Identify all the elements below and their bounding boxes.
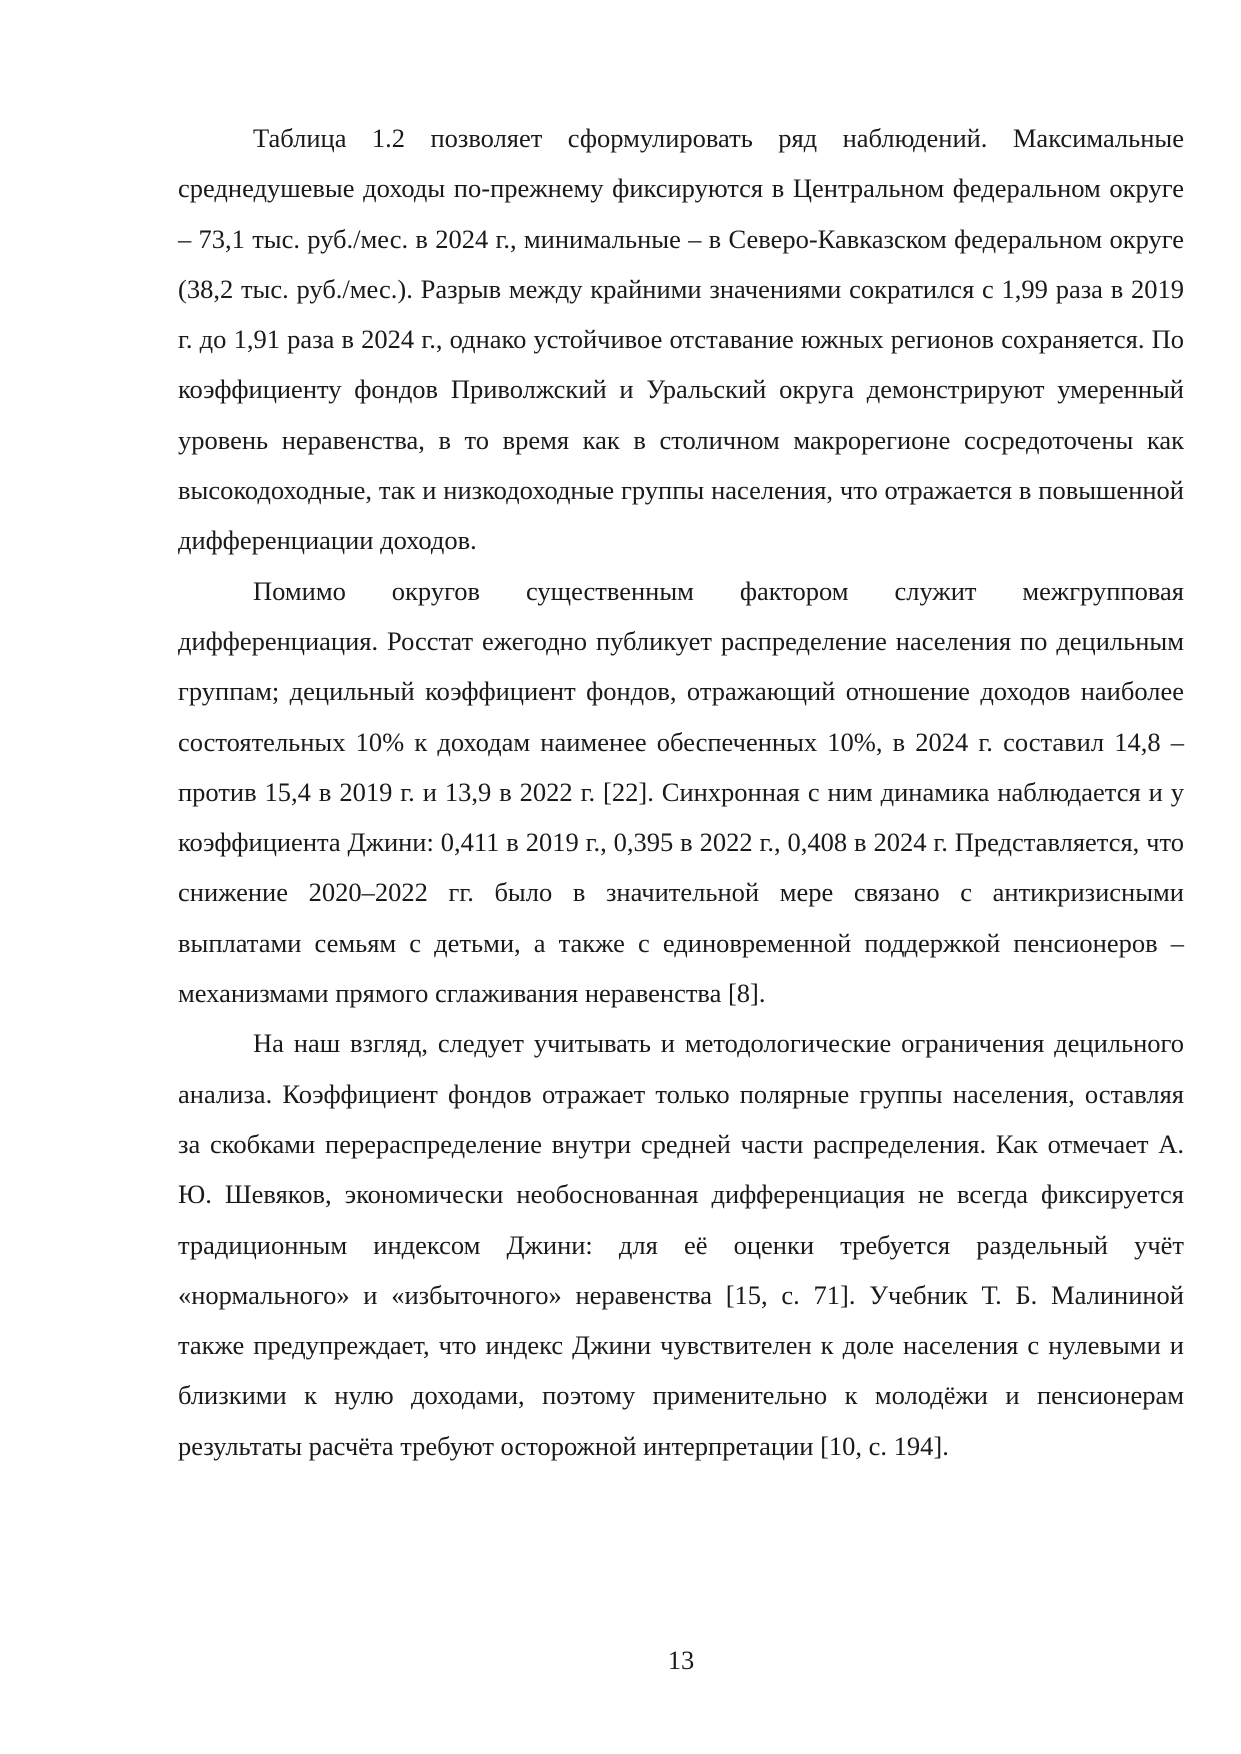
paragraph-table-observations: Таблица 1.2 позволяет сформулировать ряд наблюдений. Максимальные среднедушевые доходы по-прежнему фиксируются в Центральном федеральном округе – 73,1 тыс. руб./мес. в 2024 г., минимальные – в Северо-Кавказском федеральном округе (38,2 тыс. руб./мес.). Разрыв между крайними значениями сократился с 1,99 раза в 2019 г. до 1,91 раза в 2024 г., однако устойчивое отставание южных регионов сохраняется. По коэффициенту фондов Приволжский и Уральский округа демонстрируют умеренный уровень неравенства, в то время как в столичном макрорегионе сосредоточены как высокодоходные, так и низкодоходные группы населения, что отражается в повышенной дифференциации доходов. <box>178 123 1184 556</box>
document-body <box>178 113 1184 1471</box>
paragraph-intergroup-differentiation: Помимо округов существенным фактором служит межгрупповая дифференциация. Росстат ежегодно публикует распределение населения по децильным группам; децильный коэффициент фондов, отражающий отношение доходов наиболее состоятельных 10% к доходам наименее обеспеченных 10%, в 2024 г. составил 14,8 – против 15,4 в 2019 г. и 13,9 в 2022 г. [22]. Синхронная с ним динамика наблюдается и у коэффициента Джини: 0,411 в 2019 г., 0,395 в 2022 г., 0,408 в 2024 г. Представляется, что снижение 2020–2022 гг. было в значительной мере связано с антикризисными выплатами семьям с детьми, а также с единовременной поддержкой пенсионеров – механизмами прямого сглаживания неравенства [8]. <box>178 575 1184 1009</box>
paragraph-methodological-limitations: На наш взгляд, следует учитывать и методологические ограничения децильного анализа. Коэффициент фондов отражает только полярные группы населения, оставляя за скобками перераспределение внутри средней части распределения. Как отмечает А. Ю. Шевяков, экономически необоснованная дифференциация не всегда фиксируется традиционным индексом Джини: для её оценки требуется раздельный учёт «нормального» и «избыточного» неравенства [15, с. 71]. Учебник Т. Б. Малининой также предупреждает, что индекс Джини чувствителен к доле населения с нулевыми и близкими к нулю доходами, поэтому применительно к молодёжи и пенсионерам результаты расчёта требуют осторожной интерпретации [10, с. 194]. <box>178 1028 1184 1461</box>
page-number: 13 <box>667 1645 695 1675</box>
